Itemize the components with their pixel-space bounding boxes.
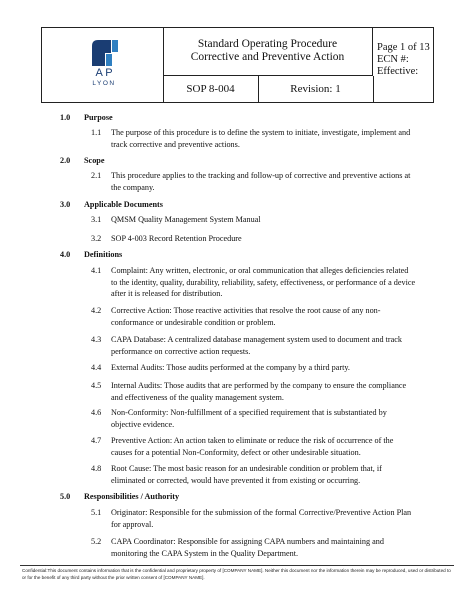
logo-cell	[42, 28, 164, 102]
revision: Revision: 1	[258, 76, 374, 102]
ecn-field: ECN #:	[377, 54, 409, 65]
section-heading: 2.0 Scope	[60, 156, 105, 165]
logo-subtext: LYON	[92, 80, 116, 87]
section-heading: 5.0 Responsibilities / Authority	[60, 492, 180, 501]
logo-text: A P	[95, 67, 113, 79]
company-logo-icon	[92, 40, 118, 66]
confidentiality-footer: Confidential:This document contains information that is the confidential and proprietary property of [COMPANY NAME]. Neither this document nor the information therein may be reproduced, used or distributed to or for the benefit of any third party without the prior written consent of [COMPANY NAME].	[22, 568, 451, 580]
section-heading: 1.0 Purpose	[60, 113, 113, 122]
title-line-1: Standard Operating Procedure	[197, 38, 338, 50]
title-line-2: Corrective and Preventive Action	[190, 51, 345, 63]
document-title	[163, 28, 373, 76]
page-number: Page 1 of 13	[377, 42, 430, 53]
effective-field: Effective:	[377, 66, 419, 77]
footer-divider	[20, 565, 454, 566]
document-header	[41, 27, 434, 103]
document-meta	[373, 28, 434, 102]
sop-number: SOP 8-004	[163, 76, 259, 102]
section-heading: 4.0 Definitions	[60, 250, 123, 259]
section-heading: 3.0 Applicable Documents	[60, 200, 163, 209]
